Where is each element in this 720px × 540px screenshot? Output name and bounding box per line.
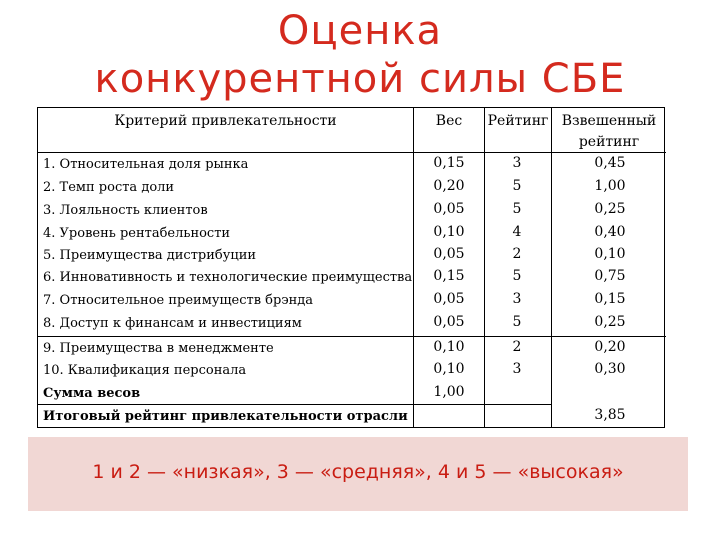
table-row [38, 338, 666, 360]
table-row [38, 360, 666, 382]
weight-cell: 0,20 [433, 178, 465, 194]
weighted-cell: 0,20 [594, 339, 626, 355]
rating-cell: 3 [512, 155, 522, 171]
weighted-cell: 0,75 [594, 268, 626, 284]
criterion-cell: 5. Преимущества дистрибуции [43, 248, 257, 263]
weighted-cell: 0,45 [594, 155, 626, 171]
weighted-cell: 1,00 [594, 178, 626, 194]
table-row [38, 200, 666, 222]
rating-cell: 5 [512, 201, 522, 217]
total-rating-label: Итоговый рейтинг привлекательности отрасли [43, 409, 408, 424]
weighted-cell: 0,15 [594, 291, 626, 307]
slide-title-line-1: Оценка [277, 8, 443, 54]
weight-cell: 0,05 [433, 201, 465, 217]
criterion-cell: 3. Лояльность клиентов [43, 203, 208, 218]
weight-cell: 0,10 [433, 224, 465, 240]
header-weighted-rating-line-1: Взвешенный [561, 113, 657, 129]
rating-cell: 5 [512, 268, 522, 284]
table-row [38, 290, 666, 312]
rating-cell: 5 [512, 178, 522, 194]
table-row [38, 313, 666, 335]
rating-scale-note [28, 437, 688, 511]
weight-cell: 0,10 [433, 361, 465, 377]
sum-of-weights-row [38, 383, 666, 405]
table-row [38, 177, 666, 199]
criterion-cell: 4. Уровень рентабельности [43, 226, 231, 241]
weight-cell: 0,05 [433, 291, 465, 307]
rating-cell: 3 [512, 361, 522, 377]
sum-of-weights-label: Сумма весов [43, 386, 141, 401]
rating-cell: 2 [512, 339, 522, 355]
weighted-cell: 0,30 [594, 361, 626, 377]
slide-title-line-2: конкурентной силы СБЕ [94, 56, 626, 102]
weighted-cell: 0,25 [594, 201, 626, 217]
criterion-cell: 10. Квалификация персонала [43, 363, 247, 378]
header-weight: Вес [435, 113, 463, 129]
criterion-cell: 2. Темп роста доли [43, 180, 175, 195]
rating-cell: 2 [512, 246, 522, 262]
total-rating-row [38, 406, 666, 428]
criterion-cell: 9. Преимущества в менеджменте [43, 341, 274, 356]
header-weighted-rating-line-2: рейтинг [578, 134, 640, 150]
table-row [38, 223, 666, 245]
criteria-table [37, 107, 665, 428]
table-row [38, 154, 666, 176]
sum-of-weights-value: 1,00 [433, 384, 465, 400]
table-row [38, 245, 666, 267]
header-rating: Рейтинг [487, 113, 549, 129]
weight-cell: 0,15 [433, 155, 465, 171]
criterion-cell: 6. Инновативность и технологические преимущества [43, 270, 413, 285]
weight-cell: 0,15 [433, 268, 465, 284]
weighted-cell: 0,25 [594, 314, 626, 330]
rating-cell: 4 [512, 224, 522, 240]
weight-cell: 0,05 [433, 246, 465, 262]
rating-cell: 3 [512, 291, 522, 307]
rating-cell: 5 [512, 314, 522, 330]
criterion-cell: 8. Доступ к финансам и инвестициям [43, 316, 302, 331]
weighted-cell: 0,40 [594, 224, 626, 240]
criterion-cell: 1. Относительная доля рынка [43, 157, 249, 172]
criterion-cell: 7. Относительное преимуществ брэнда [43, 293, 314, 308]
total-rating-value: 3,85 [594, 407, 626, 423]
weight-cell: 0,10 [433, 339, 465, 355]
weight-cell: 0,05 [433, 314, 465, 330]
rating-scale-text: 1 и 2 — «низкая», 3 — «средняя», 4 и 5 — «высокая» [92, 461, 624, 483]
table-row [38, 267, 666, 289]
row-divider [38, 336, 666, 337]
header-criterion: Критерий привлекательности [114, 113, 337, 129]
weighted-cell: 0,10 [594, 246, 626, 262]
